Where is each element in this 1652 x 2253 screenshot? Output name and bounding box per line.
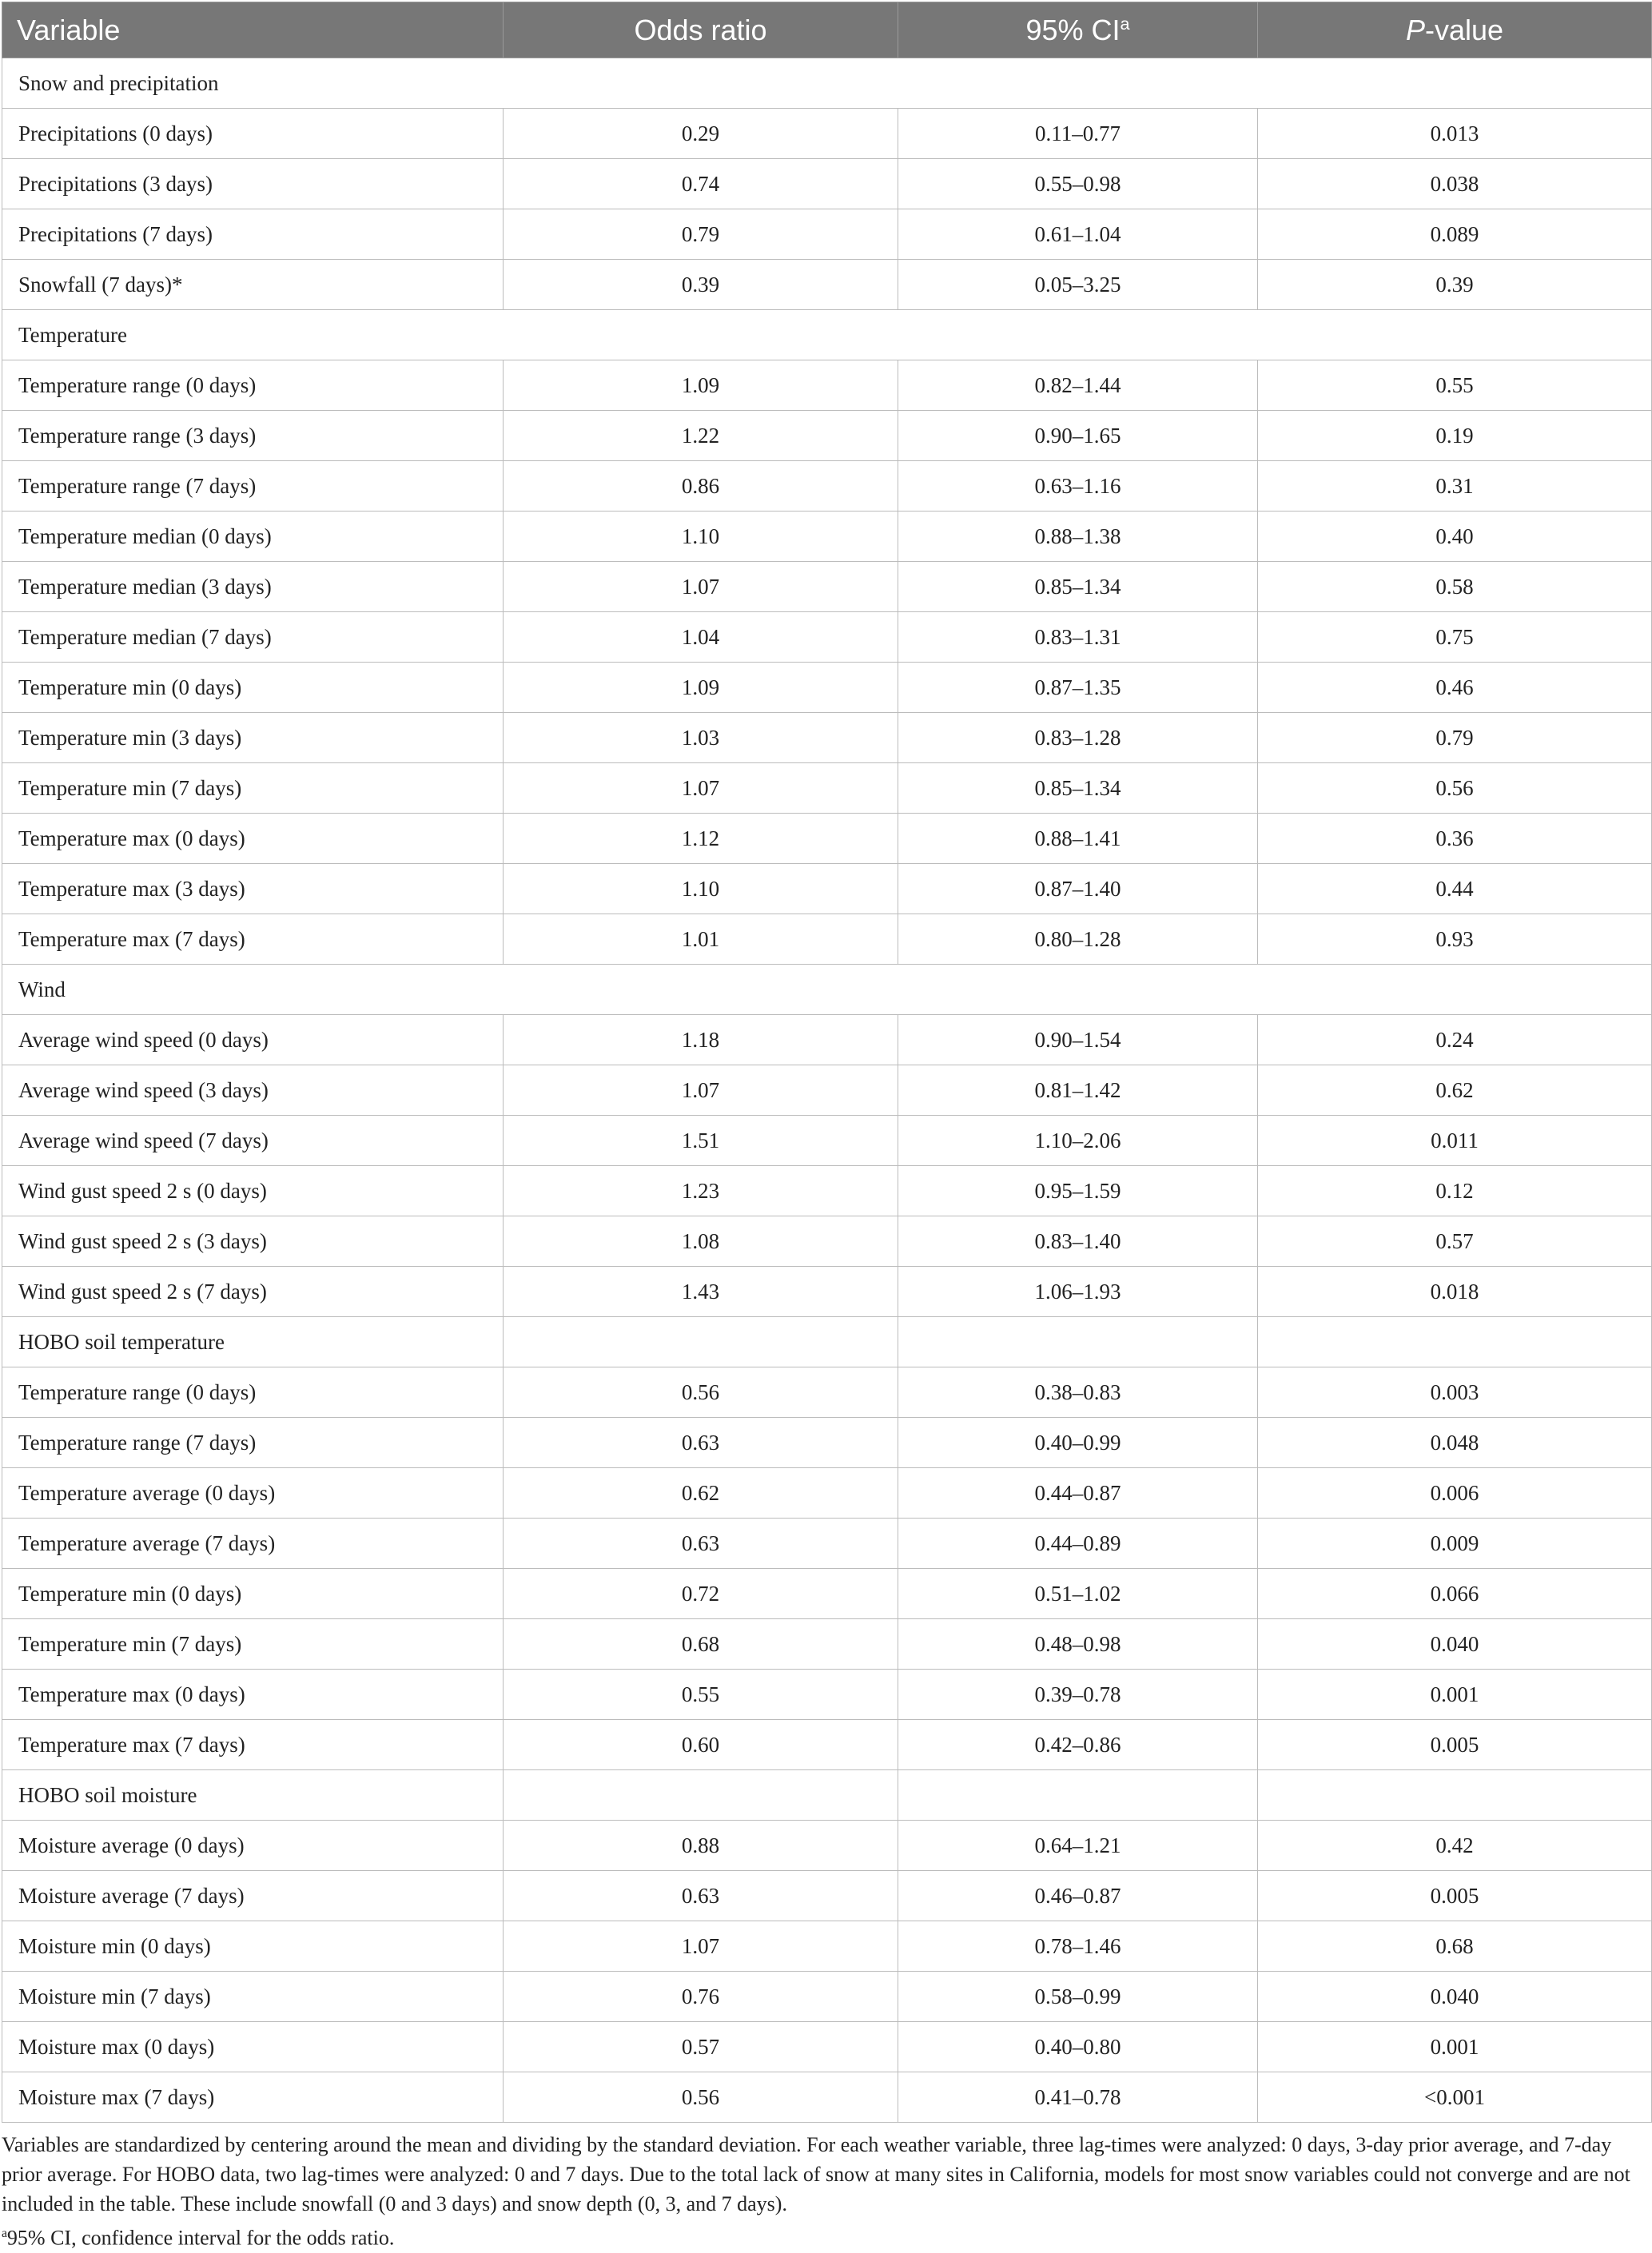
variable-cell: Temperature min (7 days) bbox=[2, 763, 504, 814]
variable-cell: Average wind speed (0 days) bbox=[2, 1015, 504, 1065]
odds-ratio-cell: 1.07 bbox=[504, 1921, 898, 1972]
odds-ratio-cell: 0.39 bbox=[504, 260, 898, 310]
odds-ratio-cell: 1.03 bbox=[504, 713, 898, 763]
p-value-cell: 0.36 bbox=[1258, 814, 1652, 864]
p-value-cell: 0.038 bbox=[1258, 159, 1652, 209]
variable-cell: Temperature average (7 days) bbox=[2, 1519, 504, 1569]
ci-cell: 0.83–1.31 bbox=[898, 612, 1258, 663]
p-value-cell: 0.089 bbox=[1258, 209, 1652, 260]
p-value-cell: 0.005 bbox=[1258, 1720, 1652, 1770]
ci-cell: 0.87–1.40 bbox=[898, 864, 1258, 914]
odds-ratio-cell: 1.09 bbox=[504, 360, 898, 411]
header-p-rest: -value bbox=[1424, 13, 1504, 46]
odds-ratio-cell: 0.56 bbox=[504, 2072, 898, 2123]
odds-ratio-cell: 1.07 bbox=[504, 1065, 898, 1116]
ci-cell: 0.05–3.25 bbox=[898, 260, 1258, 310]
p-value-cell: 0.57 bbox=[1258, 1216, 1652, 1267]
odds-ratio-cell: 1.10 bbox=[504, 512, 898, 562]
table-row bbox=[2, 512, 1652, 562]
variable-cell: Temperature range (7 days) bbox=[2, 461, 504, 512]
variable-cell: Temperature range (0 days) bbox=[2, 360, 504, 411]
variable-cell: Moisture min (7 days) bbox=[2, 1972, 504, 2022]
p-value-cell: 0.006 bbox=[1258, 1468, 1652, 1519]
table-row bbox=[2, 1216, 1652, 1267]
p-value-cell: 0.39 bbox=[1258, 260, 1652, 310]
variable-cell: Precipitations (0 days) bbox=[2, 109, 504, 159]
odds-ratio-cell: 0.63 bbox=[504, 1519, 898, 1569]
table-row bbox=[2, 1267, 1652, 1317]
p-value-cell: 0.55 bbox=[1258, 360, 1652, 411]
odds-ratio-cell: 1.07 bbox=[504, 562, 898, 612]
ci-cell: 0.90–1.54 bbox=[898, 1015, 1258, 1065]
ci-cell: 0.95–1.59 bbox=[898, 1166, 1258, 1216]
table-row bbox=[2, 360, 1652, 411]
p-value-cell: 0.31 bbox=[1258, 461, 1652, 512]
p-value-cell: 0.040 bbox=[1258, 1972, 1652, 2022]
ci-cell: 0.48–0.98 bbox=[898, 1619, 1258, 1670]
ci-cell: 0.83–1.40 bbox=[898, 1216, 1258, 1267]
p-value-cell: 0.42 bbox=[1258, 1821, 1652, 1871]
p-value-cell: 0.040 bbox=[1258, 1619, 1652, 1670]
table-row bbox=[2, 2022, 1652, 2072]
variable-cell: Moisture max (0 days) bbox=[2, 2022, 504, 2072]
p-value-cell: 0.58 bbox=[1258, 562, 1652, 612]
table-row bbox=[2, 1418, 1652, 1468]
odds-ratio-cell: 0.62 bbox=[504, 1468, 898, 1519]
odds-ratio-cell: 0.63 bbox=[504, 1418, 898, 1468]
ci-cell: 0.55–0.98 bbox=[898, 159, 1258, 209]
odds-ratio-cell: 0.57 bbox=[504, 2022, 898, 2072]
table-row bbox=[2, 1921, 1652, 1972]
ci-cell: 0.83–1.28 bbox=[898, 713, 1258, 763]
section-label: Temperature bbox=[2, 310, 504, 360]
p-value-cell: 0.048 bbox=[1258, 1418, 1652, 1468]
table-row bbox=[2, 411, 1652, 461]
header-p-italic: P bbox=[1405, 13, 1425, 46]
ci-cell: 0.44–0.87 bbox=[898, 1468, 1258, 1519]
empty-cell bbox=[898, 1317, 1258, 1367]
table-row bbox=[2, 1871, 1652, 1921]
table-row bbox=[2, 713, 1652, 763]
section-fill bbox=[504, 310, 1652, 360]
section-row bbox=[2, 1317, 1652, 1367]
p-value-cell: 0.005 bbox=[1258, 1871, 1652, 1921]
ci-cell: 0.85–1.34 bbox=[898, 562, 1258, 612]
variable-cell: Temperature min (7 days) bbox=[2, 1619, 504, 1670]
variable-cell: Temperature min (0 days) bbox=[2, 663, 504, 713]
table-row bbox=[2, 1065, 1652, 1116]
empty-cell bbox=[504, 1317, 898, 1367]
variable-cell: Snowfall (7 days)* bbox=[2, 260, 504, 310]
p-value-cell: 0.44 bbox=[1258, 864, 1652, 914]
variable-cell: Precipitations (3 days) bbox=[2, 159, 504, 209]
footnote-standardization: Variables are standardized by centering around the mean and dividing by the standard deviation. For each weather variable, three lag-times were analyzed: 0 days, 3-day prior average, and 7-day prior average. For HOBO data, two lag-times were analyzed: 0 and 7 days. Due to the total lack of snow at many sites in California, models for most snow variables could not converge and are not included in the table. These include snowfall (0 and 3 days) and snow depth (0, 3, and 7 days). bbox=[2, 2133, 1630, 2215]
p-value-cell: 0.19 bbox=[1258, 411, 1652, 461]
variable-cell: Temperature max (3 days) bbox=[2, 864, 504, 914]
table-row bbox=[2, 461, 1652, 512]
variable-cell: Wind gust speed 2 s (0 days) bbox=[2, 1166, 504, 1216]
odds-ratio-cell: 0.86 bbox=[504, 461, 898, 512]
table-row bbox=[2, 159, 1652, 209]
ci-cell: 0.63–1.16 bbox=[898, 461, 1258, 512]
ci-cell: 0.81–1.42 bbox=[898, 1065, 1258, 1116]
variable-cell: Precipitations (7 days) bbox=[2, 209, 504, 260]
ci-cell: 1.10–2.06 bbox=[898, 1116, 1258, 1166]
table-row bbox=[2, 1166, 1652, 1216]
empty-cell bbox=[1258, 1317, 1652, 1367]
section-row bbox=[2, 965, 1652, 1015]
variable-cell: Moisture min (0 days) bbox=[2, 1921, 504, 1972]
ci-cell: 0.88–1.41 bbox=[898, 814, 1258, 864]
variable-cell: Temperature range (7 days) bbox=[2, 1418, 504, 1468]
odds-ratio-cell: 0.63 bbox=[504, 1871, 898, 1921]
p-value-cell: 0.24 bbox=[1258, 1015, 1652, 1065]
empty-cell bbox=[504, 1770, 898, 1821]
variable-cell: Temperature max (0 days) bbox=[2, 1670, 504, 1720]
odds-ratio-cell: 1.43 bbox=[504, 1267, 898, 1317]
variable-cell: Average wind speed (7 days) bbox=[2, 1116, 504, 1166]
table-row bbox=[2, 814, 1652, 864]
table-row bbox=[2, 914, 1652, 965]
odds-ratio-cell: 0.56 bbox=[504, 1367, 898, 1418]
p-value-cell: 0.46 bbox=[1258, 663, 1652, 713]
odds-ratio-cell: 1.09 bbox=[504, 663, 898, 713]
odds-ratio-cell: 1.23 bbox=[504, 1166, 898, 1216]
empty-cell bbox=[1258, 1770, 1652, 1821]
empty-cell bbox=[898, 1770, 1258, 1821]
odds-ratio-cell: 1.04 bbox=[504, 612, 898, 663]
odds-ratio-cell: 1.07 bbox=[504, 763, 898, 814]
odds-ratio-cell: 0.55 bbox=[504, 1670, 898, 1720]
footnote-ci bbox=[2, 2219, 1648, 2253]
ci-cell: 0.58–0.99 bbox=[898, 1972, 1258, 2022]
variable-cell: Temperature min (3 days) bbox=[2, 713, 504, 763]
ci-cell: 0.82–1.44 bbox=[898, 360, 1258, 411]
section-fill bbox=[504, 965, 1652, 1015]
variable-cell: Average wind speed (3 days) bbox=[2, 1065, 504, 1116]
table-row bbox=[2, 864, 1652, 914]
variable-cell: Moisture average (7 days) bbox=[2, 1871, 504, 1921]
ci-cell: 0.87–1.35 bbox=[898, 663, 1258, 713]
table-row bbox=[2, 612, 1652, 663]
ci-cell: 0.39–0.78 bbox=[898, 1670, 1258, 1720]
ci-cell: 0.61–1.04 bbox=[898, 209, 1258, 260]
ci-cell: 0.46–0.87 bbox=[898, 1871, 1258, 1921]
table-row bbox=[2, 1821, 1652, 1871]
section-label: HOBO soil moisture bbox=[2, 1770, 504, 1821]
p-value-cell: 0.013 bbox=[1258, 109, 1652, 159]
header-p-value bbox=[1258, 2, 1652, 58]
ci-cell: 0.85–1.34 bbox=[898, 763, 1258, 814]
odds-ratio-cell: 1.51 bbox=[504, 1116, 898, 1166]
p-value-cell: 0.62 bbox=[1258, 1065, 1652, 1116]
table-footnotes bbox=[2, 2130, 1648, 2253]
variable-cell: Temperature max (0 days) bbox=[2, 814, 504, 864]
p-value-cell: 0.011 bbox=[1258, 1116, 1652, 1166]
variable-cell: Temperature max (7 days) bbox=[2, 1720, 504, 1770]
ci-cell: 0.40–0.99 bbox=[898, 1418, 1258, 1468]
p-value-cell: 0.79 bbox=[1258, 713, 1652, 763]
variable-cell: Wind gust speed 2 s (7 days) bbox=[2, 1267, 504, 1317]
p-value-cell: 0.93 bbox=[1258, 914, 1652, 965]
variable-cell: Moisture average (0 days) bbox=[2, 1821, 504, 1871]
ci-cell: 0.41–0.78 bbox=[898, 2072, 1258, 2123]
table-row bbox=[2, 1015, 1652, 1065]
ci-cell: 0.88–1.38 bbox=[898, 512, 1258, 562]
variable-cell: Temperature range (3 days) bbox=[2, 411, 504, 461]
odds-ratio-cell: 0.76 bbox=[504, 1972, 898, 2022]
p-value-cell: 0.018 bbox=[1258, 1267, 1652, 1317]
table-row bbox=[2, 209, 1652, 260]
p-value-cell: 0.75 bbox=[1258, 612, 1652, 663]
p-value-cell: 0.066 bbox=[1258, 1569, 1652, 1619]
odds-ratio-cell: 1.22 bbox=[504, 411, 898, 461]
variable-cell: Temperature range (0 days) bbox=[2, 1367, 504, 1418]
odds-ratio-cell: 0.60 bbox=[504, 1720, 898, 1770]
variable-cell: Temperature average (0 days) bbox=[2, 1468, 504, 1519]
variable-cell: Temperature min (0 days) bbox=[2, 1569, 504, 1619]
odds-ratio-cell: 0.74 bbox=[504, 159, 898, 209]
p-value-cell: 0.009 bbox=[1258, 1519, 1652, 1569]
table-row bbox=[2, 1468, 1652, 1519]
table-row bbox=[2, 1720, 1652, 1770]
header-ci-label: 95% CI bbox=[1025, 13, 1121, 46]
section-row bbox=[2, 58, 1652, 109]
section-row bbox=[2, 310, 1652, 360]
p-value-cell: 0.12 bbox=[1258, 1166, 1652, 1216]
ci-cell: 0.38–0.83 bbox=[898, 1367, 1258, 1418]
p-value-cell: 0.68 bbox=[1258, 1921, 1652, 1972]
ci-cell: 0.80–1.28 bbox=[898, 914, 1258, 965]
section-label: Wind bbox=[2, 965, 504, 1015]
p-value-cell: 0.56 bbox=[1258, 763, 1652, 814]
section-fill bbox=[504, 58, 1652, 109]
odds-ratio-cell: 1.12 bbox=[504, 814, 898, 864]
header-ci bbox=[898, 2, 1258, 58]
table-body bbox=[2, 58, 1652, 2123]
header-ci-footnote-mark: a bbox=[1120, 13, 1130, 34]
table-row bbox=[2, 1116, 1652, 1166]
variable-cell: Wind gust speed 2 s (3 days) bbox=[2, 1216, 504, 1267]
table-header-row bbox=[2, 2, 1652, 58]
odds-ratio-cell: 1.01 bbox=[504, 914, 898, 965]
results-table bbox=[2, 2, 1652, 2123]
table-row bbox=[2, 1972, 1652, 2022]
ci-cell: 0.64–1.21 bbox=[898, 1821, 1258, 1871]
footnote-ci-mark: a bbox=[2, 2227, 7, 2240]
table-row bbox=[2, 1367, 1652, 1418]
ci-cell: 0.90–1.65 bbox=[898, 411, 1258, 461]
ci-cell: 0.11–0.77 bbox=[898, 109, 1258, 159]
ci-cell: 1.06–1.93 bbox=[898, 1267, 1258, 1317]
variable-cell: Temperature median (3 days) bbox=[2, 562, 504, 612]
p-value-cell: <0.001 bbox=[1258, 2072, 1652, 2123]
odds-ratio-cell: 1.10 bbox=[504, 864, 898, 914]
ci-cell: 0.51–1.02 bbox=[898, 1569, 1258, 1619]
section-row bbox=[2, 1770, 1652, 1821]
variable-cell: Temperature median (0 days) bbox=[2, 512, 504, 562]
odds-ratio-cell: 0.88 bbox=[504, 1821, 898, 1871]
odds-ratio-cell: 0.29 bbox=[504, 109, 898, 159]
p-value-cell: 0.001 bbox=[1258, 1670, 1652, 1720]
table-row bbox=[2, 2072, 1652, 2123]
table-row bbox=[2, 1519, 1652, 1569]
header-odds-ratio: Odds ratio bbox=[504, 2, 898, 58]
footnote-ci-text: 95% CI, confidence interval for the odds ratio. bbox=[6, 2226, 395, 2250]
table-row bbox=[2, 1619, 1652, 1670]
table-row bbox=[2, 1670, 1652, 1720]
table-row bbox=[2, 260, 1652, 310]
table-row bbox=[2, 1569, 1652, 1619]
variable-cell: Moisture max (7 days) bbox=[2, 2072, 504, 2123]
variable-cell: Temperature max (7 days) bbox=[2, 914, 504, 965]
p-value-cell: 0.001 bbox=[1258, 2022, 1652, 2072]
section-label: HOBO soil temperature bbox=[2, 1317, 504, 1367]
table-row bbox=[2, 109, 1652, 159]
table-row bbox=[2, 663, 1652, 713]
odds-ratio-cell: 1.18 bbox=[504, 1015, 898, 1065]
ci-cell: 0.42–0.86 bbox=[898, 1720, 1258, 1770]
header-variable: Variable bbox=[2, 2, 504, 58]
variable-cell: Temperature median (7 days) bbox=[2, 612, 504, 663]
p-value-cell: 0.40 bbox=[1258, 512, 1652, 562]
table-row bbox=[2, 763, 1652, 814]
odds-ratio-cell: 0.72 bbox=[504, 1569, 898, 1619]
section-label: Snow and precipitation bbox=[2, 58, 504, 109]
table-row bbox=[2, 562, 1652, 612]
odds-ratio-cell: 0.79 bbox=[504, 209, 898, 260]
odds-ratio-cell: 0.68 bbox=[504, 1619, 898, 1670]
ci-cell: 0.40–0.80 bbox=[898, 2022, 1258, 2072]
p-value-cell: 0.003 bbox=[1258, 1367, 1652, 1418]
ci-cell: 0.44–0.89 bbox=[898, 1519, 1258, 1569]
odds-ratio-cell: 1.08 bbox=[504, 1216, 898, 1267]
ci-cell: 0.78–1.46 bbox=[898, 1921, 1258, 1972]
